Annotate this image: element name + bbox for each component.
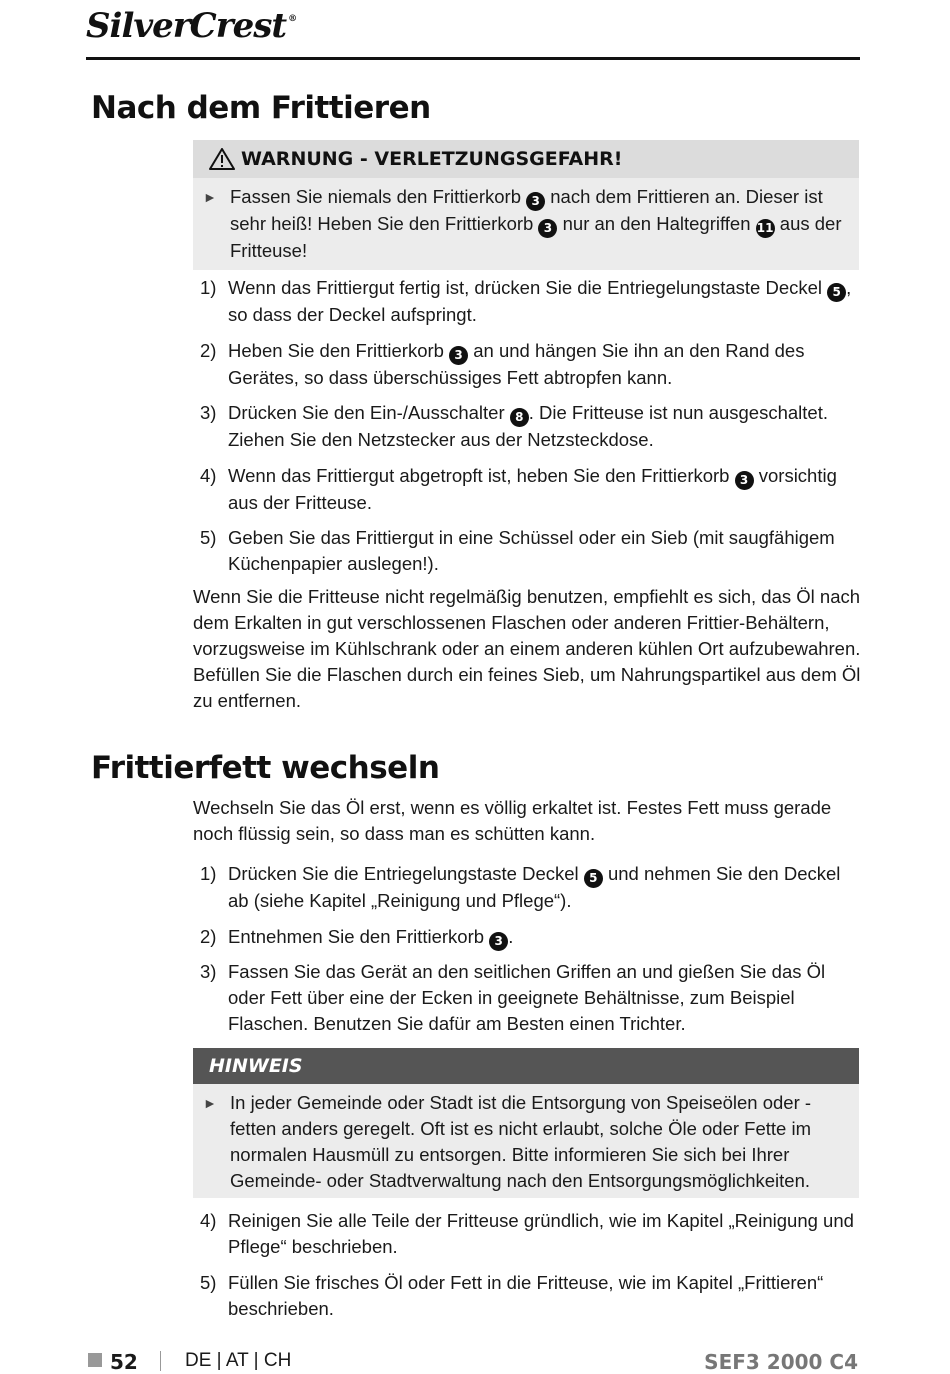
step-item: 4) Reinigen Sie alle Teile der Fritteuse gründlich, wie im Kapitel „Reinigung und Pflege“ beschrieben. — [200, 1210, 854, 1257]
intro-paragraph: Wechseln Sie das Öl erst, wenn es völlig erkaltet ist. Festes Fett muss gerade noch flüssig sein, so dass man es schütten kann. — [193, 797, 832, 844]
note-box — [193, 1048, 859, 1198]
part-ref-badge: 3 — [449, 346, 468, 365]
step-item: 3) Fassen Sie das Gerät an den seitlichen Griffen an und gießen Sie das Öl oder Fett über eine der Ecken in geeignete Behältnisse, zum Beispiel Flaschen. Benutzen Sie dafür am Besten einen Trichter. — [200, 961, 826, 1034]
part-ref-badge: 5 — [827, 283, 846, 302]
part-ref-badge: 3 — [538, 219, 557, 238]
warning-title: WARNUNG - VERLETZUNGSGEFAHR! — [241, 148, 623, 170]
warning-text: ► Fassen Sie niemals den Frittierkorb 3 nach dem Frittieren an. Dieser ist sehr heiß! Heben Sie den Frittierkorb 3 nur an den Haltegriffen 11 aus der Fritteuse! — [203, 186, 842, 261]
part-ref-badge: 5 — [584, 869, 603, 888]
part-ref-badge: 3 — [735, 471, 754, 490]
step-item: 4) Wenn das Frittiergut abgetropft ist, heben Sie den Frittierkorb 3 vorsichtig aus der Fritteuse. — [200, 465, 837, 513]
warning-header — [193, 140, 859, 178]
note-title: HINWEIS — [209, 1055, 303, 1077]
part-ref-badge: 3 — [489, 932, 508, 951]
note-text: ► In jeder Gemeinde oder Stadt ist die Entsorgung von Speiseölen oder -fetten anders geregelt. Oft ist es nicht erlaubt, solche Öle oder Fette im normalen Hausmüll zu entsorgen. Bitte informieren Sie sich bei Ihrer Gemeinde- oder Stadtverwaltung nach den Entsorgungsmöglichkeiten. — [203, 1092, 812, 1191]
note-header — [193, 1048, 859, 1084]
bullet-arrow-icon: ► — [203, 189, 217, 205]
footer-model: SEF3 2000 C4 — [704, 1350, 858, 1374]
step-item: 5) Füllen Sie frisches Öl oder Fett in die Fritteuse, wie im Kapitel „Frittieren“ beschrieben. — [200, 1272, 824, 1319]
section-title-change-oil: Frittierfett wechseln — [91, 750, 440, 786]
bullet-arrow-icon: ► — [203, 1095, 217, 1111]
header-rule — [86, 57, 860, 60]
warning-triangle-icon — [209, 148, 235, 170]
part-ref-badge: 8 — [510, 408, 529, 427]
step-item: 1) Drücken Sie die Entriegelungstaste Deckel 5 und nehmen Sie den Deckel ab (siehe Kapitel „Reinigung und Pflege“). — [200, 863, 841, 911]
part-ref-badge: 3 — [526, 192, 545, 211]
step-item: 3) Drücken Sie den Ein-/Ausschalter 8 . Die Fritteuse ist nun ausgeschaltet. Ziehen Sie den Netzstecker aus der Netzsteckdose. — [200, 402, 828, 450]
warning-box — [193, 140, 859, 270]
footer-square-icon — [88, 1353, 102, 1367]
step-item: 1) Wenn das Frittiergut fertig ist, drücken Sie die Entriegelungstaste Deckel 5 , so dass der Deckel aufspringt. — [200, 277, 852, 325]
step-item: 5) Geben Sie das Frittiergut in eine Schüssel oder ein Sieb (mit saugfähigem Küchenpapier auslegen!). — [200, 527, 835, 574]
footer-languages: DE | AT | CH — [185, 1350, 292, 1371]
footer-divider — [160, 1351, 161, 1371]
page-number: 52 — [110, 1350, 138, 1374]
step-item: 2) Entnehmen Sie den Frittierkorb 3 . — [200, 924, 860, 951]
brand-logo: SilverCrest ® — [86, 6, 297, 46]
step-item: 2) Heben Sie den Frittierkorb 3 an und hängen Sie ihn an den Rand des Gerätes, so dass überschüssiges Fett abtropfen kann. — [200, 340, 805, 388]
storage-paragraph: Wenn Sie die Fritteuse nicht regelmäßig benutzen, empfiehlt es sich, das Öl nach dem Erkalten in gut verschlossenen Flaschen oder anderen Frittier-Behältern, vorzugsweise im Kühlschrank oder an einem anderen kühlen Ort aufzubewahren. Befüllen Sie die Flaschen durch ein feines Sieb, um Nahrungspartikel aus dem Öl zu entfernen. — [193, 586, 861, 711]
section-title-after-frying: Nach dem Frittieren — [91, 90, 431, 126]
part-ref-badge: 11 — [756, 219, 775, 238]
